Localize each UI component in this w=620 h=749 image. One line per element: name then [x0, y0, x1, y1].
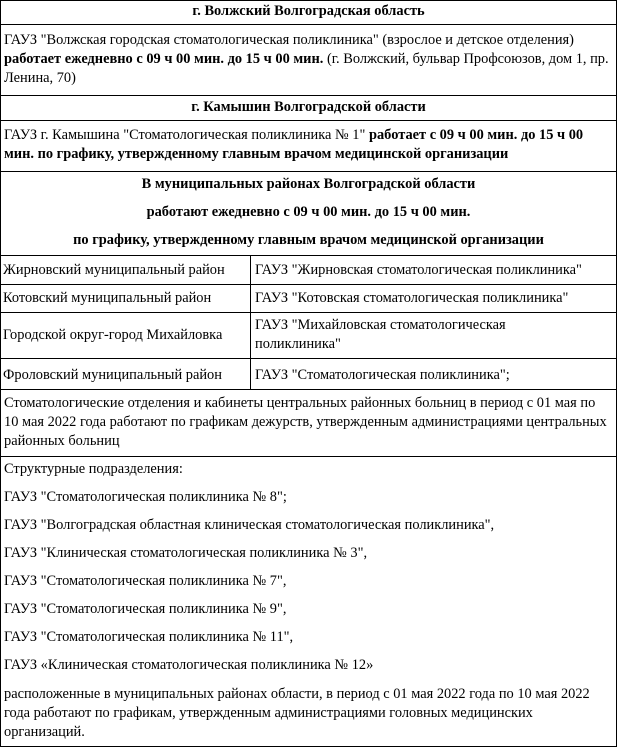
divider — [1, 456, 616, 457]
volzhsky-clinic-name: ГАУЗ "Волжская городская стоматологическая поликлиника" (взрослое и детское отделения) — [4, 32, 574, 48]
divider — [1, 95, 616, 96]
volzhsky-hours: работает ежедневно с 09 ч 00 мин. до 15 ч 00 мин. — [4, 51, 324, 67]
kamyshin-clinic-text — [1, 126, 616, 166]
clinic-cell: ГАУЗ "Михайловская стоматологическая поликлиника" — [255, 317, 506, 352]
divider — [1, 171, 616, 172]
section-heading-kamyshin: г. Камышин Волгоградской области — [191, 99, 426, 115]
municipal-heading-line: по графику, утвержденному главным врачом медицинской организации — [73, 232, 544, 248]
structural-item: ГАУЗ "Стоматологическая поликлиника № 9", — [4, 601, 287, 617]
divider — [1, 312, 616, 313]
clinic-cell: ГАУЗ "Жирновская стоматологическая поликлиника" — [255, 262, 582, 278]
clinic-cell: ГАУЗ "Котовская стоматологическая поликлиника" — [255, 290, 569, 306]
municipal-heading-line: работают ежедневно с 09 ч 00 мин. до 15 ч 00 мин. — [146, 204, 471, 220]
district-cell: Котовский муниципальный район — [3, 290, 212, 306]
divider — [1, 255, 616, 256]
volzhsky-clinic-text — [1, 31, 616, 91]
divider — [1, 358, 616, 359]
municipal-heading-line: В муниципальных районах Волгоградской области — [141, 176, 476, 192]
kamyshin-clinic-name: ГАУЗ г. Камышина "Стоматологическая поликлиника № 1" — [4, 127, 369, 143]
divider — [1, 120, 616, 121]
district-cell: Фроловский муниципальный район — [3, 367, 222, 383]
kamyshin-hours: работает с 09 ч 00 мин. до 15 ч 00 мин. по графику, утвержденному главным врачом медицинской организации — [4, 127, 584, 162]
clinic-cell: ГАУЗ "Стоматологическая поликлиника"; — [255, 367, 510, 383]
divider — [1, 24, 616, 25]
divider — [1, 284, 616, 285]
structural-item: ГАУЗ «Клиническая стоматологическая поликлиника № 12» — [4, 657, 374, 673]
crb-note: Стоматологические отделения и кабинеты центральных районных больниц в период с 01 мая по 10 мая 2022 года работают по графикам дежурств, утвержденным администрациями центральных районных больниц — [4, 395, 607, 449]
structural-item: ГАУЗ "Стоматологическая поликлиника № 8"; — [4, 489, 287, 505]
volzhsky-address: (г. Волжский, бульвар Профсоюзов, дом 1, пр. Ленина, 70) — [4, 51, 609, 86]
divider — [1, 389, 616, 390]
district-cell: Городской округ-город Михайловка — [3, 327, 223, 343]
structural-item: ГАУЗ "Стоматологическая поликлиника № 7", — [4, 573, 287, 589]
structural-footer: расположенные в муниципальных районах области, в период с 01 мая 2022 года по 10 мая 2022 года работают по графикам, утвержденным администрациями головных медицинских организаций. — [4, 686, 590, 740]
structural-item: ГАУЗ "Стоматологическая поликлиника № 11", — [4, 629, 294, 645]
district-cell: Жирновский муниципальный район — [3, 262, 225, 278]
column-divider — [250, 255, 251, 389]
structural-title: Структурные подразделения: — [4, 461, 183, 477]
structural-item: ГАУЗ "Волгоградская областная клиническая стоматологическая поликлиника", — [4, 517, 495, 533]
section-heading-volzhsky: г. Волжский Волгоградская область — [192, 3, 425, 19]
structural-item: ГАУЗ "Клиническая стоматологическая поликлиника № 3", — [4, 545, 368, 561]
